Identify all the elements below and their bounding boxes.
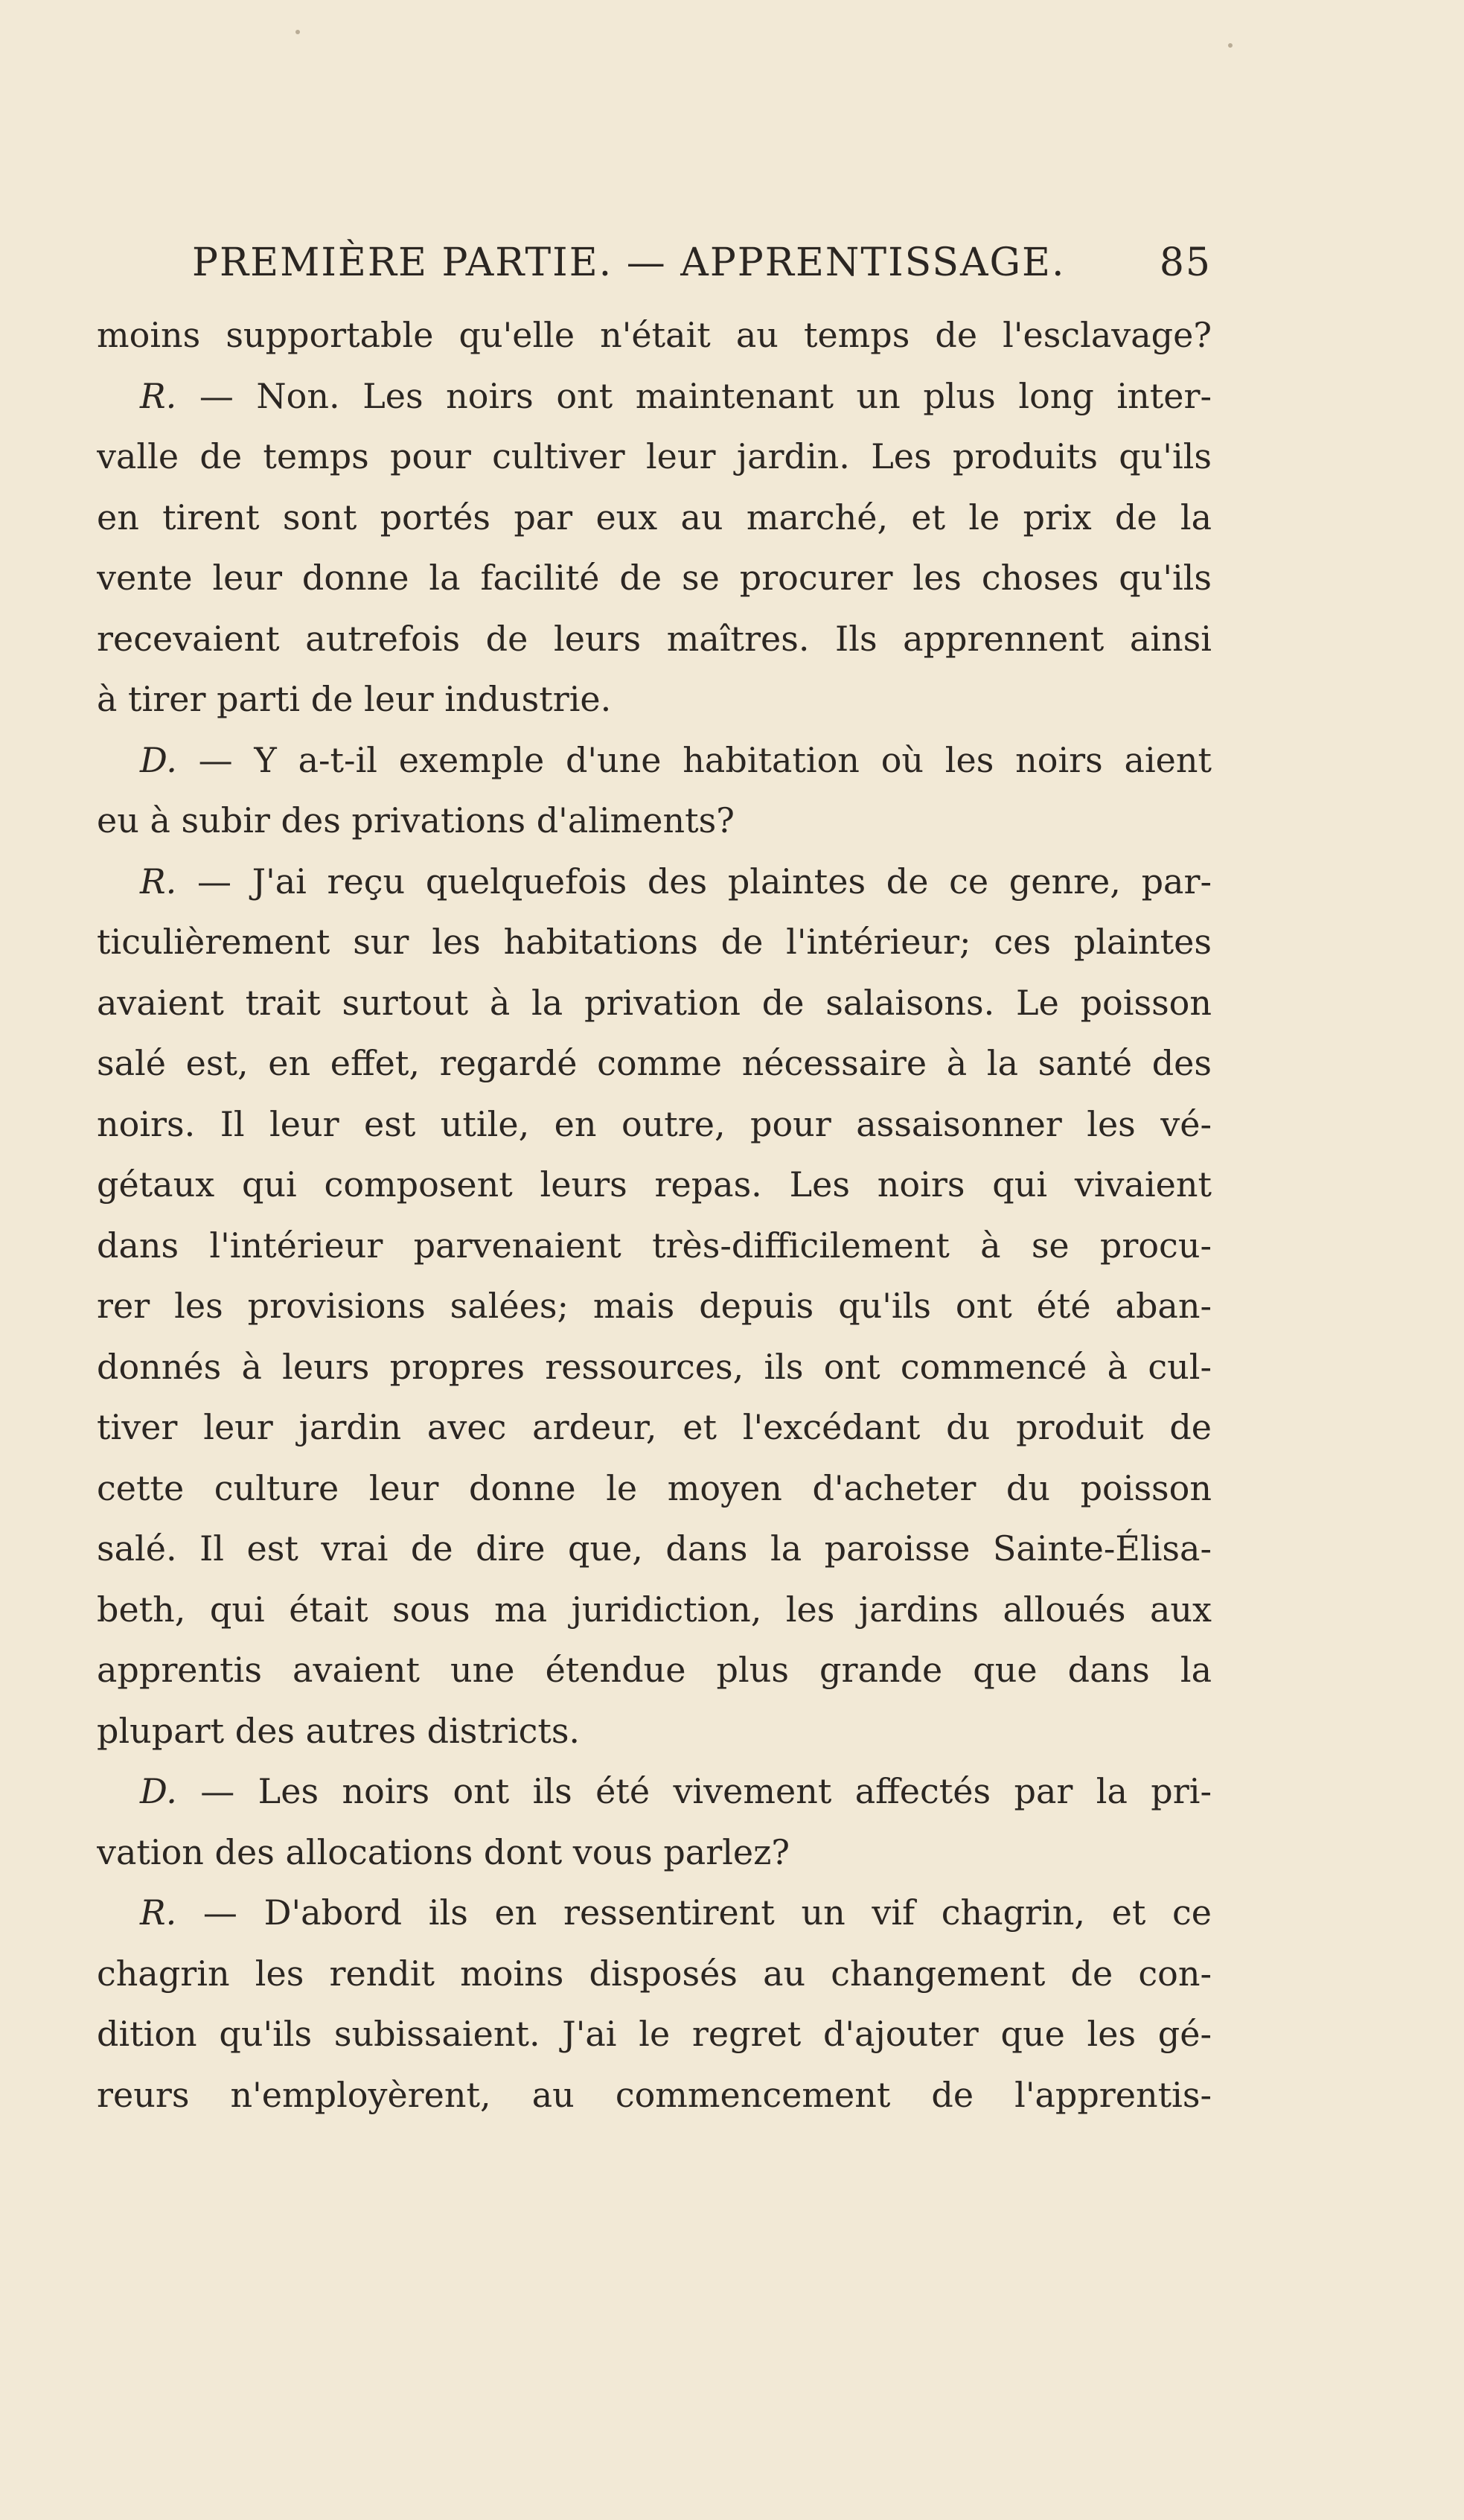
- line-text: moins supportable qu'elle n'était au temps de l'esclavage?: [97, 315, 1212, 355]
- text-line: [97, 1276, 1212, 1337]
- page-number: 85: [1159, 240, 1212, 285]
- line-text: beth, qui était sous ma juridiction, les jardins alloués aux: [97, 1589, 1212, 1630]
- text-line: [97, 1033, 1212, 1094]
- line-text: cette culture leur donne le moyen d'acheter du poisson: [97, 1467, 1212, 1508]
- text-line: [97, 912, 1212, 973]
- line-text: apprentis avaient une étendue plus grande que dans la: [97, 1650, 1212, 1690]
- text-line: [97, 973, 1212, 1034]
- line-text: noirs. Il leur est utile, en outre, pour assaisonner les vé-: [97, 1103, 1212, 1144]
- text-line: [97, 1337, 1212, 1398]
- text-line: [97, 2065, 1212, 2126]
- speaker-label: R.: [140, 861, 177, 902]
- line-text: — Y a-t-il exemple d'une habitation où les noirs aient: [176, 739, 1212, 780]
- text-line: [97, 427, 1212, 488]
- text-line: [97, 1944, 1212, 2005]
- text-line: [97, 669, 1212, 730]
- text-line: [97, 1580, 1212, 1641]
- text-line: [97, 305, 1212, 366]
- text-line: [97, 730, 1212, 791]
- text-line: [97, 1458, 1212, 1519]
- text-line: [97, 852, 1212, 913]
- text-line: [97, 1640, 1212, 1701]
- body-text: [97, 305, 1212, 2125]
- text-line: [97, 1822, 1212, 1883]
- text-line: [97, 1216, 1212, 1277]
- text-line: [97, 488, 1212, 549]
- paper-speck: [1228, 43, 1233, 48]
- line-text: vation des allocations dont vous parlez?: [97, 1831, 790, 1872]
- line-text: recevaient autrefois de leurs maîtres. Ils apprennent ainsi: [97, 618, 1212, 659]
- text-line: [97, 1397, 1212, 1458]
- speaker-label: D.: [140, 739, 177, 780]
- line-text: gétaux qui composent leurs repas. Les noirs qui vivaient: [97, 1164, 1212, 1205]
- text-line: [97, 1519, 1212, 1580]
- speaker-label: D.: [140, 1771, 177, 1811]
- line-text: reurs n'employèrent, au commencement de l'apprentis-: [97, 2074, 1212, 2115]
- speaker-label: R.: [140, 1892, 177, 1933]
- text-line: [97, 548, 1212, 609]
- text-line: [97, 1883, 1212, 1944]
- line-text: chagrin les rendit moins disposés au changement de con-: [97, 1953, 1212, 1994]
- line-text: en tirent sont portés par eux au marché, et le prix de la: [97, 497, 1212, 538]
- line-text: rer les provisions salées; mais depuis qu'ils ont été aban-: [97, 1286, 1212, 1326]
- text-line: [97, 2004, 1212, 2065]
- line-text: à tirer parti de leur industrie.: [97, 679, 612, 719]
- line-text: ticulièrement sur les habitations de l'intérieur; ces plaintes: [97, 922, 1212, 962]
- line-text: salé. Il est vrai de dire que, dans la paroisse Sainte-Élisa-: [97, 1528, 1212, 1569]
- line-text: eu à subir des privations d'aliments?: [97, 800, 735, 840]
- paper-speck: [295, 30, 300, 34]
- speaker-label: R.: [140, 375, 177, 416]
- line-text: vente leur donne la facilité de se procurer les choses qu'ils: [97, 558, 1212, 598]
- line-text: tiver leur jardin avec ardeur, et l'excédant du produit de: [97, 1407, 1212, 1447]
- line-text: — Les noirs ont ils été vivement affectés par la pri-: [176, 1771, 1212, 1811]
- text-line: [97, 1701, 1212, 1762]
- line-text: donnés à leurs propres ressources, ils ont commencé à cul-: [97, 1346, 1212, 1387]
- line-text: valle de temps pour cultiver leur jardin. Les produits qu'ils: [97, 436, 1212, 476]
- line-text: — D'abord ils en ressentirent un vif chagrin, et ce: [176, 1892, 1212, 1933]
- text-line: [97, 609, 1212, 670]
- text-line: [97, 1761, 1212, 1822]
- running-header: [192, 229, 1212, 296]
- text-line: [97, 366, 1212, 427]
- line-text: dans l'intérieur parvenaient très-difficilement à se procu-: [97, 1225, 1212, 1266]
- line-text: plupart des autres districts.: [97, 1710, 581, 1751]
- text-line: [97, 1155, 1212, 1216]
- running-head-title: PREMIÈRE PARTIE. — APPRENTISSAGE.: [192, 240, 1066, 285]
- line-text: salé est, en effet, regardé comme nécessaire à la santé des: [97, 1043, 1212, 1083]
- line-text: dition qu'ils subissaient. J'ai le regret d'ajouter que les gé-: [97, 2014, 1212, 2054]
- text-line: [97, 791, 1212, 852]
- line-text: — Non. Les noirs ont maintenant un plus long inter-: [176, 375, 1212, 416]
- line-text: — J'ai reçu quelquefois des plaintes de ce genre, par-: [176, 861, 1212, 902]
- line-text: avaient trait surtout à la privation de salaisons. Le poisson: [97, 982, 1212, 1023]
- text-line: [97, 1094, 1212, 1155]
